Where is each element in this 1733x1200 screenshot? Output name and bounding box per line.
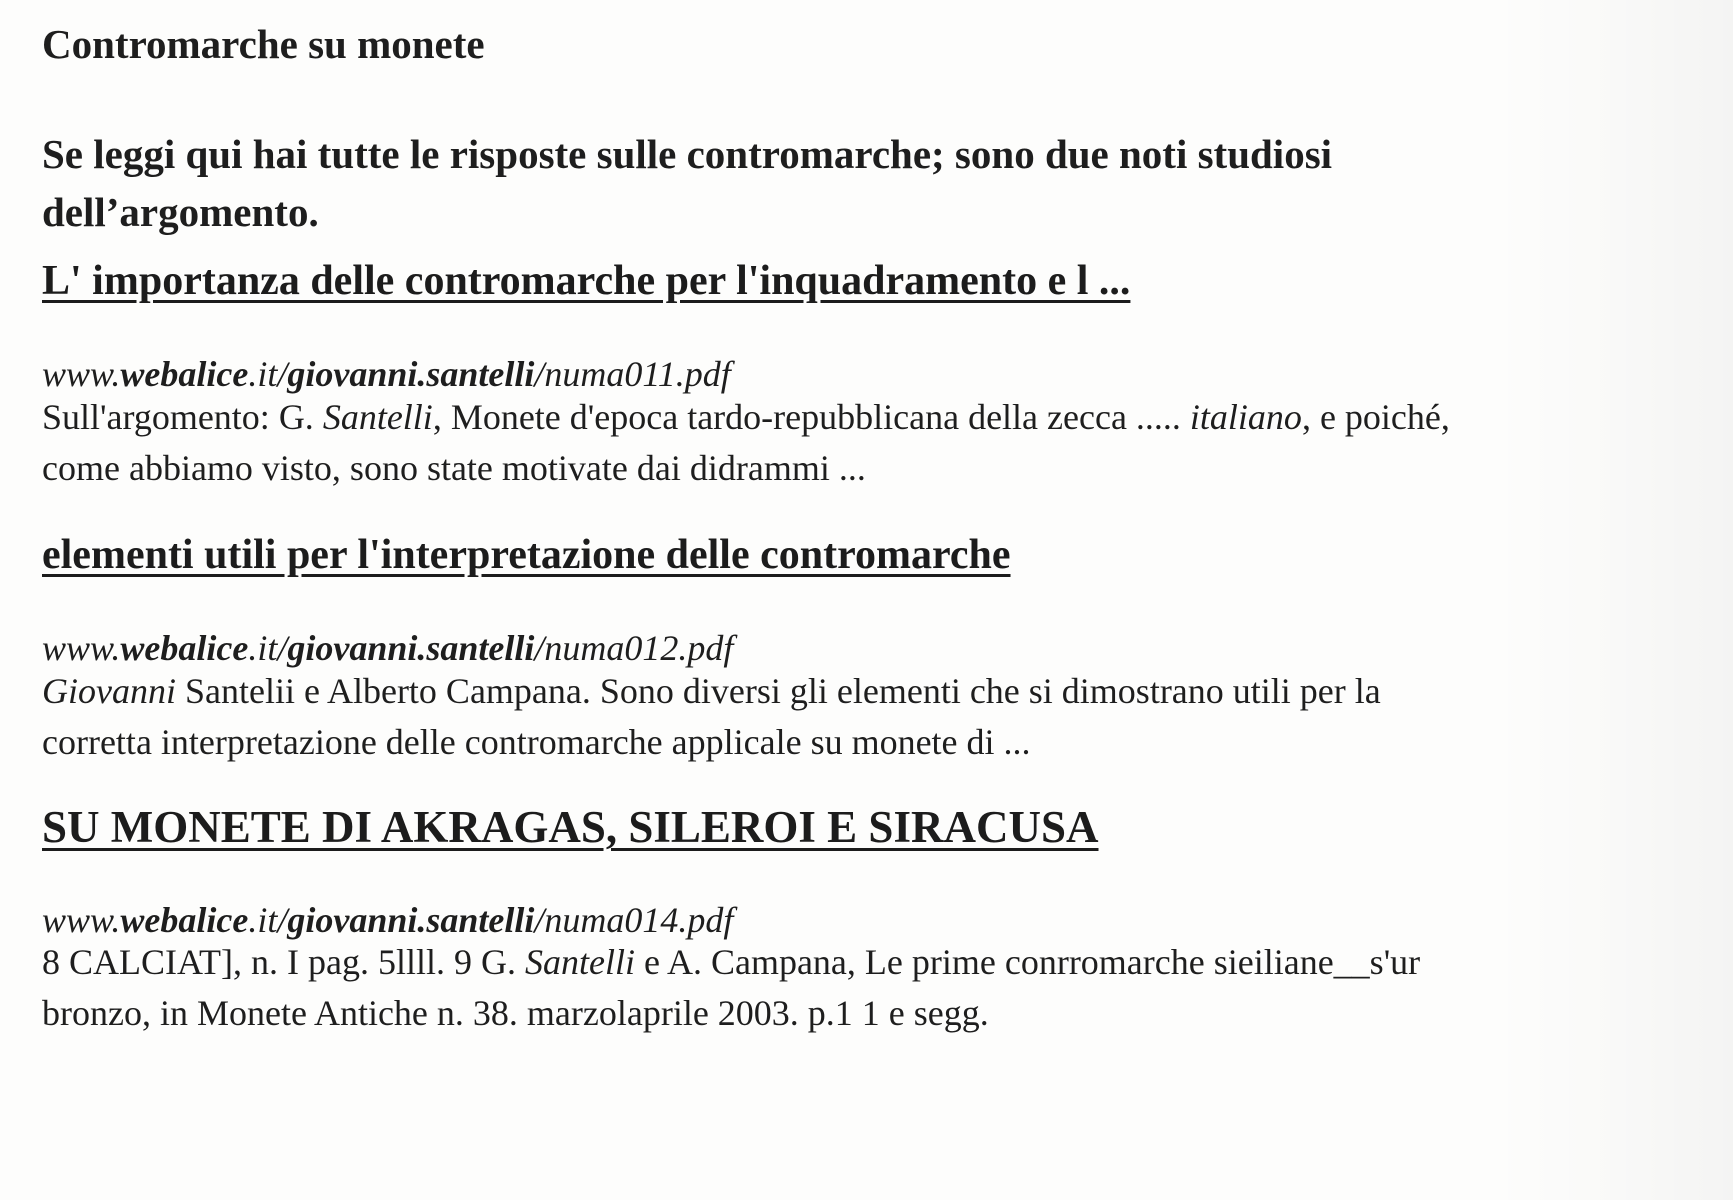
intro-paragraph — [42, 125, 1332, 241]
result-1-title-link[interactable]: L' importanza delle contromarche per l'inquadramento e l ... — [42, 258, 1131, 304]
result-1-snippet — [42, 392, 1450, 494]
result-2-snippet-line-1: Giovanni Santelii e Alberto Campana. Sono diversi gli elementi che si dimostrano utili per la — [42, 671, 1381, 711]
result-1-url[interactable]: www.webalice.it/giovanni.santelli/numa011.pdf — [42, 354, 731, 394]
result-2-snippet-line-2: corretta interpretazione delle contromarche applicale su monete di ... — [42, 722, 1031, 762]
result-3-url[interactable]: www.webalice.it/giovanni.santelli/numa014.pdf — [42, 900, 734, 940]
intro-line-1: Se leggi qui hai tutte le risposte sulle contromarche; sono due noti studiosi — [42, 131, 1333, 177]
result-2-url[interactable]: www.webalice.it/giovanni.santelli/numa012.pdf — [42, 628, 734, 668]
document-title: Contromarche su monete — [42, 21, 485, 67]
result-3-snippet-line-2: bronzo, in Monete Antiche n. 38. marzolaprile 2003. p.1 1 e segg. — [42, 993, 989, 1033]
result-3-snippet-line-1: 8 CALCIAT], n. I pag. 5llll. 9 G. Santelli e A. Campana, Le prime conrromarche sieiliane__s'ur — [42, 942, 1421, 982]
result-3-title-link[interactable]: SU MONETE DI AKRAGAS, SILEROI E SIRACUSA — [42, 802, 1099, 852]
intro-line-2: dell’argomento. — [42, 189, 319, 235]
result-1-snippet-line-1: Sull'argomento: G. Santelli, Monete d'epoca tardo-repubblicana della zecca ..... italiano, e poiché, — [42, 397, 1450, 437]
result-2-snippet — [42, 666, 1381, 768]
scan-edge-shadow — [1493, 0, 1733, 1200]
result-3-snippet — [42, 937, 1420, 1039]
result-1-snippet-line-2: come abbiamo visto, sono state motivate dai didrammi ... — [42, 448, 866, 488]
result-2-title-link[interactable]: elementi utili per l'interpretazione delle contromarche — [42, 532, 1011, 578]
